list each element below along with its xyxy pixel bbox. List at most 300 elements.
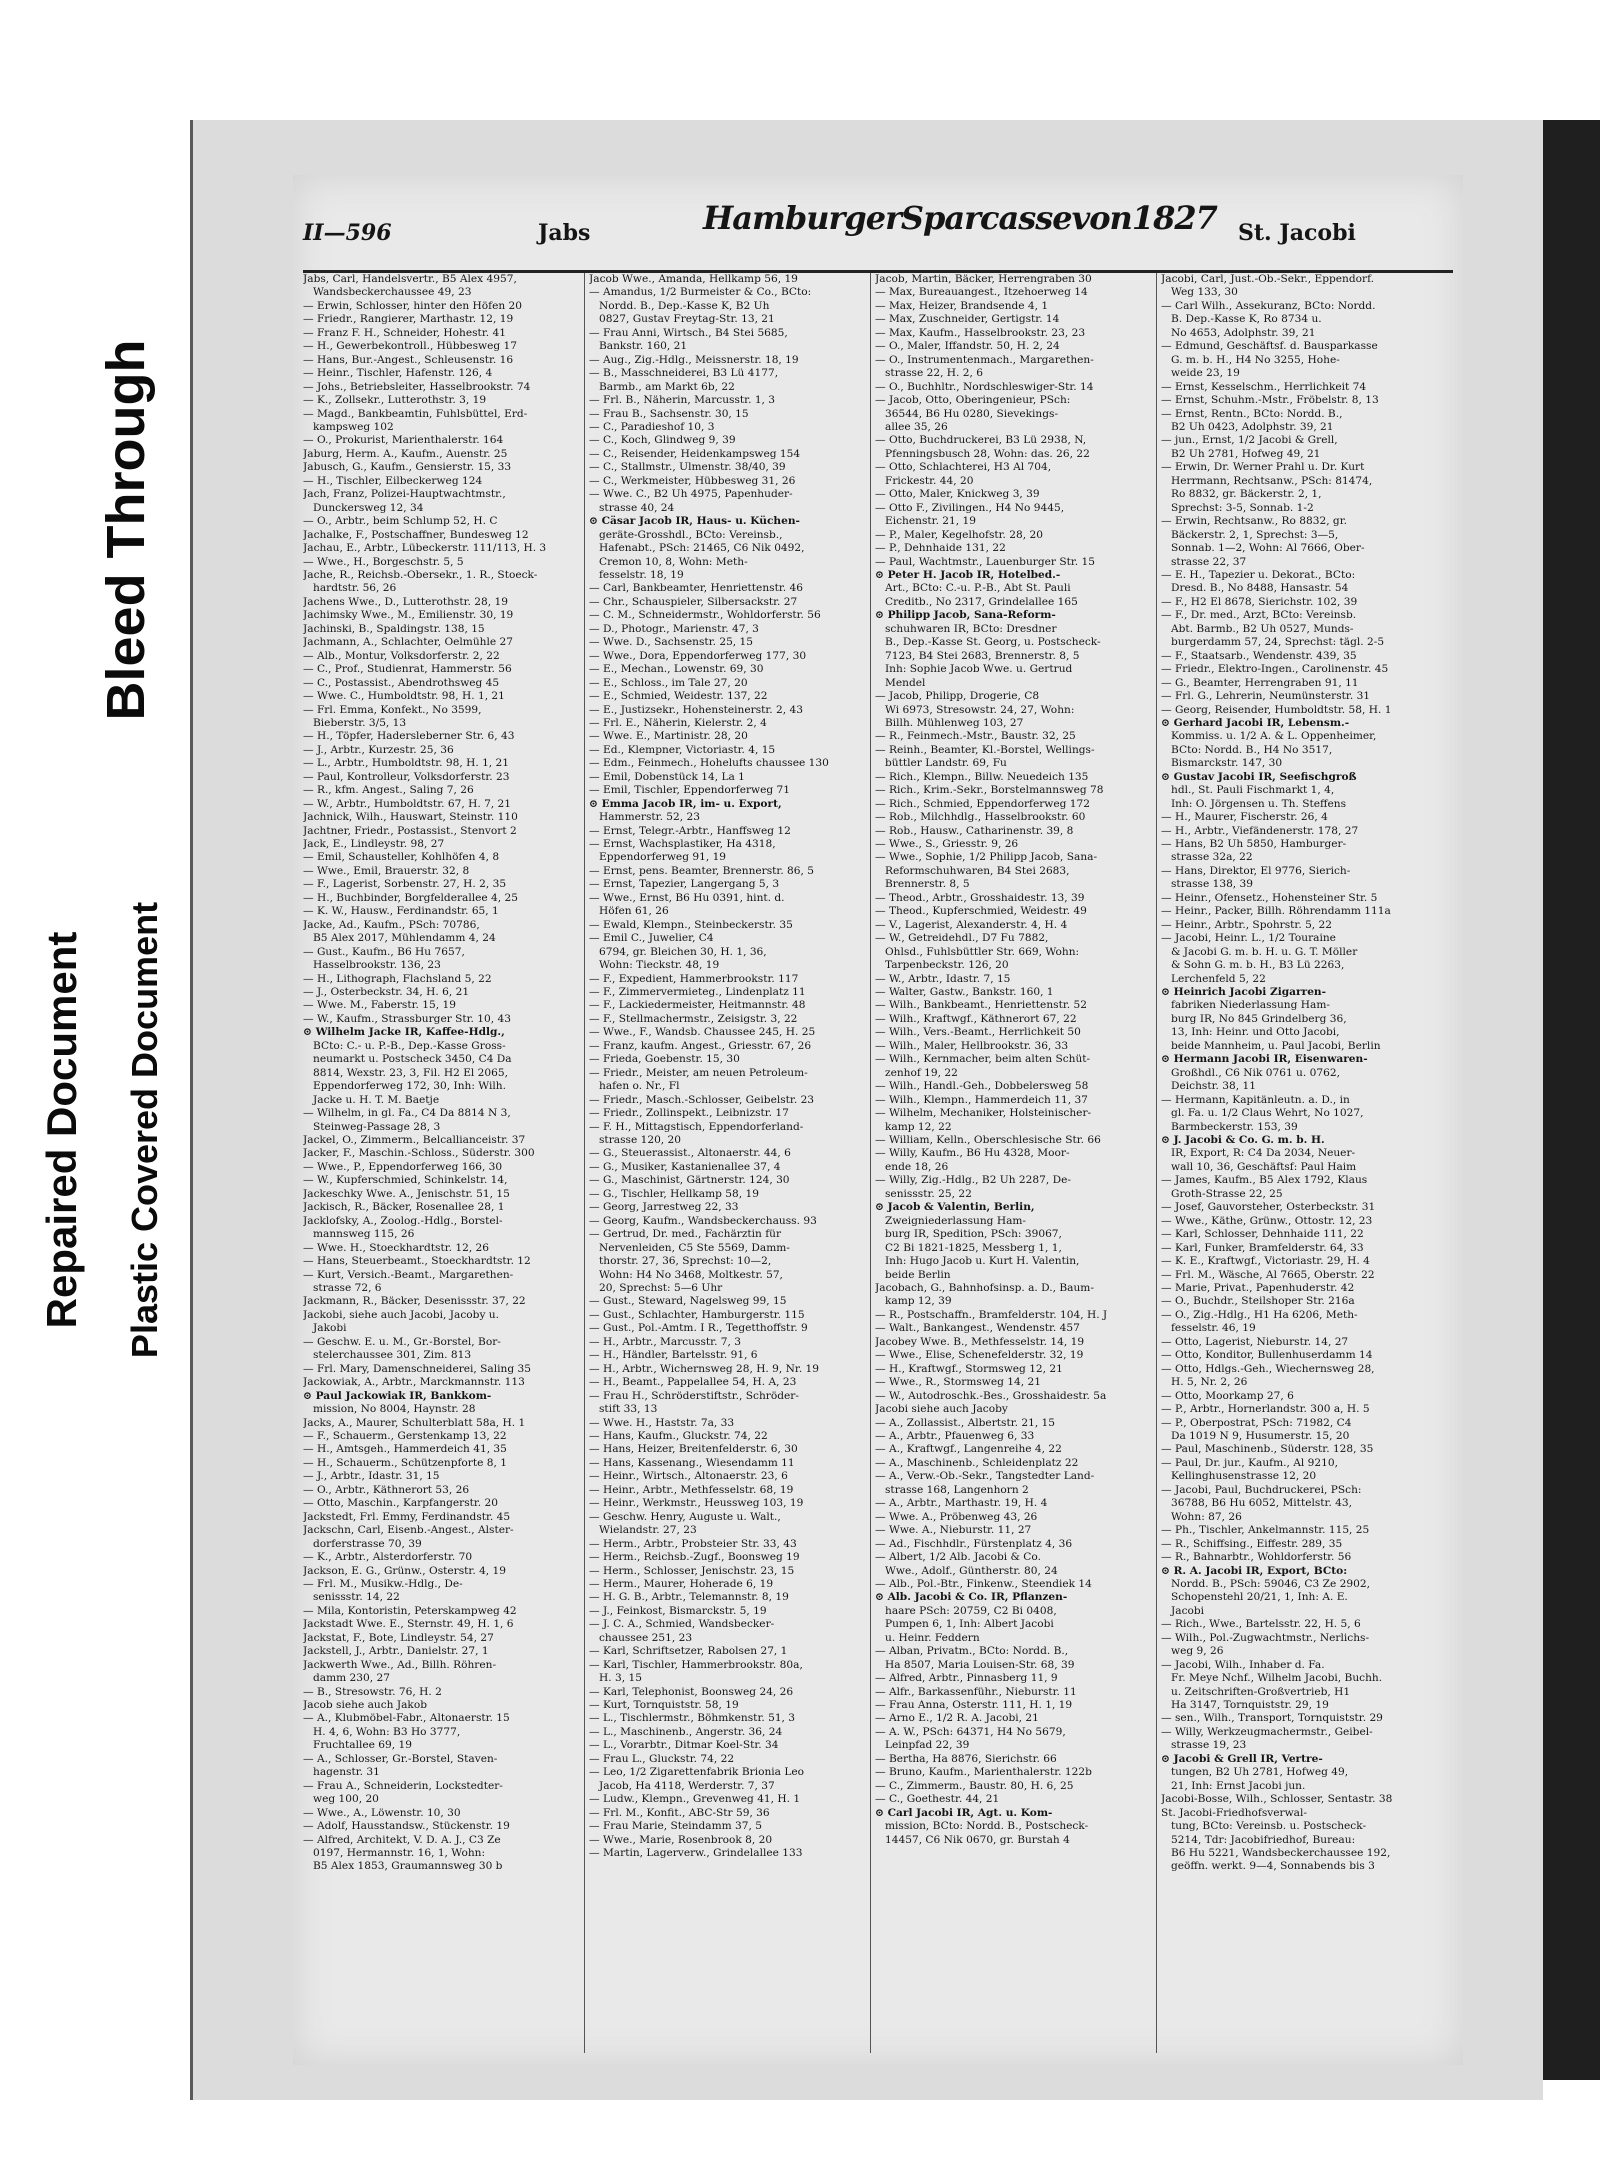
directory-entry: — A., Schlosser, Gr.-Borstel, Staven- (303, 1752, 498, 1765)
directory-entry: wall 10, 36, Geschäftsf: Paul Haim (1171, 1160, 1357, 1173)
directory-entry: — Wilh., Maler, Hellbrookstr. 36, 33 (875, 1039, 1069, 1052)
directory-entry: kampsweg 102 (313, 420, 394, 433)
directory-entry: — C., Stallmstr., Ulmenstr. 38/40, 39 (589, 461, 786, 474)
directory-entry: Steinweg-Passage 28, 3 (313, 1120, 441, 1133)
directory-entry: — F., Staatsarb., Wendenstr. 439, 35 (1161, 649, 1357, 662)
directory-entry: ⊙ R. A. Jacobi IR, Export, BCto: (1161, 1564, 1348, 1577)
directory-entry: stift 33, 13 (599, 1403, 658, 1416)
directory-entry: strasse 19, 23 (1171, 1739, 1247, 1752)
directory-entry: B2 Uh 0423, Adolphstr. 39, 21 (1171, 420, 1334, 433)
directory-entry: — F., H2 El 8678, Sierichstr. 102, 39 (1161, 595, 1358, 608)
directory-entry: — Josef, Gauvorsteher, Osterbeckstr. 31 (1161, 1201, 1376, 1214)
directory-entry: — Alb., Montur, Volksdorferstr. 2, 22 (303, 649, 500, 662)
directory-entry: Barmb., am Markt 6b, 22 (599, 380, 735, 393)
directory-entry: Jabs, Carl, Handelsvertr., B5 Alex 4957, (303, 273, 517, 285)
directory-entry: schuhwaren IR, BCto: Dresdner (885, 622, 1057, 635)
directory-entry: — Carl, Bankbeamter, Henriettenstr. 46 (589, 582, 803, 595)
directory-entry: Wielandstr. 27, 23 (599, 1524, 697, 1537)
directory-entry: — sen., Wilh., Transport, Tornquiststr. 29 (1161, 1712, 1383, 1725)
directory-column-2 (589, 273, 870, 2053)
directory-entry: — Wilh., Kernmacher, beim alten Schüt- (875, 1053, 1091, 1066)
directory-entry: — Wwe., Emil, Brauerstr. 32, 8 (303, 864, 470, 877)
directory-entry: — Erwin, Schlosser, hinter den Höfen 20 (303, 299, 523, 312)
directory-entry: Jacobey Wwe. B., Methfesselstr. 14, 19 (875, 1335, 1085, 1348)
directory-entry: — O., Maler, Iffandstr. 50, H. 2, 24 (875, 340, 1060, 353)
directory-entry: — Herm., Schlosser, Jenischstr. 23, 15 (589, 1564, 795, 1577)
directory-entry: — A. W., PSch: 64371, H4 No 5679, (875, 1725, 1066, 1738)
directory-entry: — Wwe. H., Stoeckhardtstr. 12, 26 (303, 1241, 490, 1254)
directory-entry: — Ernst, Rentn., BCto: Nordd. B., (1161, 407, 1343, 420)
directory-entry: — Karl, Funker, Bramfelderstr. 64, 33 (1161, 1241, 1364, 1254)
directory-entry: — Heinr., Arbtr., Methfesselstr. 68, 19 (589, 1483, 794, 1496)
directory-entry: — E., Justizsekr., Hohensteinerstr. 2, 43 (589, 703, 803, 716)
directory-entry: Jacobi-Bosse, Wilh., Schlosser, Sentastr. 38 (1161, 1793, 1393, 1806)
directory-entry: burgerdamm 57, 24, Sprechst: tägl. 2-5 (1171, 636, 1385, 649)
directory-entry: — Jacob, Philipp, Drogerie, C8 (875, 690, 1040, 703)
directory-entry: C2 Bi 1821-1825, Messberg 1, 1, (885, 1241, 1062, 1254)
directory-entry: — C., Postassist., Abendrothsweg 45 (303, 676, 500, 689)
directory-entry: — W., Getreidehdl., D7 Fu 7882, (875, 932, 1049, 945)
directory-entry: — J. C. A., Schmied, Wandsbecker- (589, 1618, 775, 1631)
directory-entry: Herrmann, Rechtsanw., PSch: 81474, (1171, 474, 1373, 487)
directory-entry: — Frl. M., Konfit., ABC-Str 59, 36 (589, 1806, 770, 1819)
directory-entry: — Jacobi, Wilh., Inhaber d. Fa. (1161, 1658, 1325, 1671)
directory-entry: — G., Musiker, Kastanienallee 37, 4 (589, 1160, 781, 1173)
directory-entry: — Edmund, Geschäftsf. d. Bausparkasse (1161, 340, 1378, 353)
directory-entry: — Wwe., Ernst, B6 Hu 0391, hint. d. (589, 891, 785, 904)
directory-entry: weg 9, 26 (1171, 1645, 1224, 1658)
directory-entry: B5 Alex 1853, Graumannsweg 30 b (313, 1860, 503, 1873)
page-number: II—596 (303, 220, 392, 246)
directory-entry: — Hans, Direktor, El 9776, Sierich- (1161, 864, 1351, 877)
directory-entry: Jache, R., Reichsb.-Obersekr., 1. R., Stoeck- (303, 568, 538, 581)
directory-entry: B6 Hu 5221, Wandsbeckerchaussee 192, (1171, 1847, 1391, 1860)
directory-entry: Hasselbrookstr. 136, 23 (313, 959, 441, 972)
directory-entry: Jach, Franz, Polizei-Hauptwachtmstr., (303, 488, 506, 501)
directory-entry: mannsweg 115, 26 (313, 1228, 415, 1241)
directory-entry: — Emil, Tischler, Eppendorferweg 71 (589, 784, 791, 797)
directory-entry: Jacker, F., Maschin.-Schloss., Süderstr. 300 (303, 1147, 535, 1160)
directory-entry: — B., Stresowstr. 76, H. 2 (303, 1685, 442, 1698)
directory-entry: H. 5, Nr. 2, 26 (1171, 1376, 1248, 1389)
directory-entry: Art., BCto: C.-u. P.-B., Abt St. Pauli (885, 582, 1071, 595)
directory-entry: — A., Kraftwgf., Langenreihe 4, 22 (875, 1443, 1062, 1456)
directory-entry: — Wwe., Käthe, Grünw., Ottostr. 12, 23 (1161, 1214, 1373, 1227)
directory-entry: — A., Arbtr., Marthastr. 19, H. 4 (875, 1497, 1048, 1510)
directory-entry: Bankstr. 160, 21 (599, 340, 688, 353)
directory-entry: — C., Werkmeister, Hübbesweg 31, 26 (589, 474, 796, 487)
directory-entry: — R., Postschaffn., Bramfelderstr. 104, H. J (875, 1308, 1108, 1321)
directory-entry: strasse 32a, 22 (1171, 851, 1253, 864)
directory-entry: Jabusch, G., Kaufm., Gensierstr. 15, 33 (303, 461, 512, 474)
directory-entry: — G., Maschinist, Gärtnerstr. 124, 30 (589, 1174, 790, 1187)
directory-entry: — Otto, Hdlgs.-Geh., Wiechernsweg 28, (1161, 1362, 1375, 1375)
directory-entry: — Theod., Kupferschmied, Weidestr. 49 (875, 905, 1087, 918)
directory-entry: — P., Maler, Kegelhofstr. 28, 20 (875, 528, 1043, 541)
directory-entry: — Rich., Klempn., Billw. Neuedeich 135 (875, 770, 1089, 783)
directory-entry: Jachau, E., Arbtr., Lübeckerstr. 111/113, H. 3 (303, 542, 547, 555)
directory-entry: — Geschw. E. u. M., Gr.-Borstel, Bor- (303, 1335, 501, 1348)
directory-entry: — Rob., Milchhdlg., Hasselbrookstr. 60 (875, 811, 1086, 824)
directory-entry: — Wwe., Marie, Rosenbrook 8, 20 (589, 1833, 773, 1846)
directory-entry: — Herm., Reichsb.-Zugf., Boonsweg 19 (589, 1551, 800, 1564)
directory-entry: — Ernst, pens. Beamter, Brennerstr. 86, 5 (589, 864, 815, 877)
directory-entry: — O., Buchhltr., Nordschleswiger-Str. 14 (875, 380, 1094, 393)
directory-entry: Dresd. B., No 8488, Hansastr. 54 (1171, 582, 1349, 595)
column-divider (1156, 273, 1157, 2053)
directory-entry: — Paul, Maschinenb., Süderstr. 128, 35 (1161, 1443, 1374, 1456)
directory-entry: — Wilh., Klempn., Hammerdeich 11, 37 (875, 1093, 1088, 1106)
overlay-label-plastic: Plastic Covered Document (124, 901, 165, 1359)
directory-entry: — Otto, Moorkamp 27, 6 (1161, 1389, 1294, 1402)
directory-entry: — Ewald, Klempn., Steinbeckerstr. 35 (589, 918, 793, 931)
directory-entry: — H., Kraftwgf., Stormsweg 12, 21 (875, 1362, 1063, 1375)
directory-entry: Eppendorferweg 91, 19 (599, 851, 727, 864)
directory-entry: Ohlsd., Fuhlsbüttler Str. 669, Wohn: (885, 945, 1080, 958)
directory-entry: Jackisch, R., Bäcker, Rosenallee 28, 1 (303, 1201, 505, 1214)
directory-entry: — Max, Zuschneider, Gertigstr. 14 (875, 313, 1060, 326)
directory-entry: — Heinr., Packer, Billh. Röhrendamm 111a (1161, 905, 1391, 918)
directory-entry: — L., Maschinenb., Angerstr. 36, 24 (589, 1725, 783, 1738)
directory-entry: — P., Arbtr., Hornerlandstr. 300 a, H. 5 (1161, 1403, 1370, 1416)
directory-entry: Cremon 10, 8, Wohn: Meth- (599, 555, 748, 568)
directory-entry: — Hans, Kassenang., Wiesendamm 11 (589, 1456, 795, 1469)
directory-entry: — W., Autodroschk.-Bes., Grosshaidestr. 5a (875, 1389, 1107, 1402)
directory-entry: zenhof 19, 22 (885, 1066, 958, 1079)
directory-entry: Hafenabt., PSch: 21465, C6 Nik 0492, (599, 542, 805, 555)
directory-entry: — Wilhelm, in gl. Fa., C4 Da 8814 N 3, (303, 1107, 511, 1120)
directory-entry: — Frl. E., Näherin, Kielerstr. 2, 4 (589, 716, 767, 729)
directory-entry: ⊙ Alb. Jacobi & Co. IR, Pflanzen- (875, 1591, 1068, 1604)
directory-entry: No 4653, Adolphstr. 39, 21 (1171, 326, 1316, 339)
directory-entry: hagenstr. 31 (313, 1766, 380, 1779)
directory-entry: — C. M., Schneidermstr., Wohldorferstr. 56 (589, 609, 821, 622)
directory-entry: — Jacob, Otto, Oberingenieur, PSch: (875, 394, 1071, 407)
overlay-label-bleed-through: Bleed Through (96, 339, 156, 721)
directory-entry: — C., Zimmerm., Baustr. 80, H. 6, 25 (875, 1779, 1074, 1792)
directory-entry: — Frl. M., Wäsche, Al 7665, Oberstr. 22 (1161, 1268, 1375, 1281)
directory-entry: — Friedr., Meister, am neuen Petroleum- (589, 1066, 808, 1079)
directory-entry: — F., Stellmachermstr., Zeisigstr. 3, 22 (589, 1012, 798, 1025)
directory-entry: — Hans, Kaufm., Gluckstr. 74, 22 (589, 1429, 768, 1442)
directory-entry: weide 23, 19 (1171, 367, 1240, 380)
directory-entry: — Jacobi, Heinr. L., 1/2 Touraine (1161, 932, 1336, 945)
directory-entry: — Jacobi, Paul, Buchdruckerei, PSch: (1161, 1483, 1362, 1496)
directory-entry: Jacobi, Carl, Just.-Ob.-Sekr., Eppendorf. (1161, 273, 1374, 285)
directory-entry: — Johs., Betriebsleiter, Hasselbrookstr. 74 (303, 380, 531, 393)
directory-entry: Ha 8507, Maria Louisen-Str. 68, 39 (885, 1658, 1075, 1671)
directory-entry: — Ernst, Kesselschm., Herrlichkeit 74 (1161, 380, 1367, 393)
directory-entry: Lerchenfeld 5, 22 (1171, 972, 1266, 985)
directory-entry: 36544, B6 Hu 0280, Sievekings- (885, 407, 1059, 420)
directory-entry: Creditb., No 2317, Grindelallee 165 (885, 595, 1078, 608)
directory-entry: Jachnick, Wilh., Hauswart, Steinstr. 110 (303, 811, 518, 824)
directory-entry: — F. H., Mittagstisch, Eppendorferland- (589, 1120, 804, 1133)
directory-column-3 (875, 273, 1156, 2053)
directory-entry: — Kurt, Versich.-Beamt., Margarethen- (303, 1268, 514, 1281)
directory-entry: beide Berlin (885, 1268, 951, 1281)
directory-entry: — V., Lagerist, Alexanderstr. 4, H. 4 (875, 918, 1068, 931)
directory-entry: — Friedr., Zollinspekt., Leibnizstr. 17 (589, 1107, 789, 1120)
directory-entry: & Jacobi G. m. b. H. u. G. T. Möller (1171, 945, 1358, 958)
directory-entry: — Otto, Lagerist, Nieburstr. 14, 27 (1161, 1335, 1349, 1348)
directory-entry: ⊙ Wilhelm Jacke IR, Kaffee-Hdlg., (303, 1026, 505, 1039)
directory-entry: — Wwe., Elise, Schenefelderstr. 32, 19 (875, 1349, 1084, 1362)
directory-entry: beide Mannheim, u. Paul Jacobi, Berlin (1171, 1039, 1381, 1052)
directory-entry: Barmbeckerstr. 153, 39 (1171, 1120, 1298, 1133)
directory-entry: Jacobi (1171, 1604, 1205, 1617)
directory-entry: — Frl. G., Lehrerin, Neumünsterstr. 31 (1161, 690, 1371, 703)
directory-entry: — H., Maurer, Fischerstr. 26, 4 (1161, 811, 1328, 824)
directory-entry: — Otto, Schlachterei, H3 Al 704, (875, 461, 1052, 474)
directory-entry: — Albert, 1/2 Alb. Jacobi & Co. (875, 1551, 1041, 1564)
directory-entry: hafen o. Nr., Fl (599, 1080, 680, 1093)
directory-column-4 (1161, 273, 1442, 2053)
directory-entry: — Max, Kaufm., Hasselbrookstr. 23, 23 (875, 326, 1086, 339)
directory-entry: — Wwe. E., Martinistr. 28, 20 (589, 730, 748, 743)
directory-entry: — O., Arbtr., Käthnerort 53, 26 (303, 1483, 470, 1496)
directory-entry: Nordd. B., Dep.-Kasse K, B2 Uh (599, 299, 770, 312)
directory-entry: — Gust., Schlachter, Hamburgerstr. 115 (589, 1308, 805, 1321)
directory-entry: — Reinh., Beamter, Kl.-Borstel, Wellings- (875, 743, 1095, 756)
directory-entry: — H., Händler, Bartelsstr. 91, 6 (589, 1349, 758, 1362)
overlay-label-repaired: Repaired Document (38, 931, 85, 1329)
directory-entry: Jackwerth Wwe., Ad., Billh. Röhren- (303, 1658, 497, 1671)
directory-entry: — Wwe., H., Borgeschstr. 5, 5 (303, 555, 464, 568)
directory-entry: — Frau B., Sachsenstr. 30, 15 (589, 407, 749, 420)
directory-entry: — James, Kaufm., B5 Alex 1792, Klaus (1161, 1174, 1368, 1187)
directory-entry: tungen, B2 Uh 2781, Hofweg 49, (1171, 1766, 1349, 1779)
directory-entry: — Magd., Bankbeamtin, Fuhlsbüttel, Erd- (303, 407, 528, 420)
directory-entry: — J., Feinkost, Bismarckstr. 5, 19 (589, 1604, 767, 1617)
directory-entry: — Amandus, 1/2 Burmeister & Co., BCto: (589, 286, 812, 299)
directory-entry: — H., Buchbinder, Borgfelderallee 4, 25 (303, 891, 518, 904)
directory-entry: Dunckersweg 12, 34 (313, 501, 424, 514)
directory-entry: — Rich., Schmied, Eppendorferweg 172 (875, 797, 1090, 810)
directory-entry: — Wwe., R., Stormsweg 14, 21 (875, 1376, 1041, 1389)
directory-entry: Fruchtallee 69, 19 (313, 1739, 412, 1752)
directory-entry: Jackstell, J., Arbtr., Danielstr. 27, 1 (303, 1645, 489, 1658)
directory-entry: — Frieda, Goebenstr. 15, 30 (589, 1053, 740, 1066)
directory-entry: Bäckerstr. 2, 1, Sprechst: 3—5, (1171, 528, 1339, 541)
directory-entry: u. Heinr. Feddern (885, 1631, 980, 1644)
directory-entry: — Marie, Privat., Papenhuderstr. 42 (1161, 1281, 1355, 1294)
directory-entry: & Sohn G. m. b. H., B3 Lü 2263, (1171, 959, 1345, 972)
directory-entry: — Walter, Gastw., Bankstr. 160, 1 (875, 986, 1054, 999)
directory-entry: — Otto, Buchdruckerei, B3 Lü 2938, N, (875, 434, 1087, 447)
directory-entry: Leinpfad 22, 39 (885, 1739, 970, 1752)
directory-entry: — K., Arbtr., Alsterdorferstr. 70 (303, 1551, 473, 1564)
directory-entry: fesselstr. 18, 19 (599, 568, 684, 581)
directory-entry: 0827, Gustav Freytag-Str. 13, 21 (599, 313, 775, 326)
directory-entry: — O., Arbtr., beim Schlump 52, H. C (303, 515, 498, 528)
directory-entry: — O., Zig.-Hdlg., H1 Ha 6206, Meth- (1161, 1308, 1358, 1321)
directory-entry: — R., Schiffsing., Eiffestr. 289, 35 (1161, 1537, 1343, 1550)
directory-entry: — G., Tischler, Hellkamp 58, 19 (589, 1187, 759, 1200)
directory-entry: — Emil C., Juwelier, C4 (589, 932, 714, 945)
directory-entry: Fr. Meye Nchf., Wilhelm Jacobi, Buchh. (1171, 1672, 1383, 1685)
directory-entry: — B., Masschneiderei, B3 Lü 4177, (589, 367, 779, 380)
directory-entry: — R., Bahnarbtr., Wohldorferstr. 56 (1161, 1551, 1352, 1564)
directory-entry: — Paul, Wachtmstr., Lauenburger Str. 15 (875, 555, 1095, 568)
directory-entry: strasse 168, Langenhorn 2 (885, 1483, 1029, 1496)
directory-entry: — Walt., Bankangest., Wendenstr. 457 (875, 1322, 1080, 1335)
directory-entry: Wohn: Tieckstr. 48, 19 (599, 959, 720, 972)
directory-entry: — W., Kupferschmied, Schinkelstr. 14, (303, 1174, 508, 1187)
directory-entry: — Bertha, Ha 8876, Sierichstr. 66 (875, 1752, 1057, 1765)
directory-entry: — Alfred, Arbtr., Pinnasberg 11, 9 (875, 1672, 1058, 1685)
directory-entry: — Carl Wilh., Assekuranz, BCto: Nordd. (1161, 299, 1376, 312)
directory-entry: — E., Mechan., Lowenstr. 69, 30 (589, 663, 764, 676)
directory-entry: — Otto F., Zivilingen., H4 No 9445, (875, 501, 1065, 514)
directory-entry: burg IR, Spedition, PSch: 39067, (885, 1228, 1062, 1241)
directory-entry: 8814, Wexstr. 23, 3, Fil. H2 El 2065, (313, 1066, 509, 1079)
directory-entry: strasse 138, 39 (1171, 878, 1254, 891)
directory-entry: Wohn: H4 No 3468, Moltkestr. 57, (599, 1268, 783, 1281)
directory-entry: Jackeschky Wwe. A., Jenischstr. 51, 15 (303, 1187, 510, 1200)
directory-entry: — Wwe. A., Pröbenweg 43, 26 (875, 1510, 1038, 1523)
directory-entry: — Hermann, Kapitänleutn. a. D., in (1161, 1093, 1350, 1106)
directory-entry: — Wwe., F., Wandsb. Chaussee 245, H. 25 (589, 1026, 816, 1039)
directory-entry: hardtstr. 56, 26 (313, 582, 397, 595)
directory-entry: Pumpen 6, 1, Inh: Albert Jacobi (885, 1618, 1054, 1631)
directory-entry: — Frl. B., Näherin, Marcusstr. 1, 3 (589, 394, 776, 407)
directory-entry: B2 Uh 2781, Hofweg 49, 21 (1171, 447, 1321, 460)
directory-entry: Pfenningsbusch 28, Wohn: das. 26, 22 (885, 447, 1090, 460)
directory-entry: — Alban, Privatm., BCto: Nordd. B., (875, 1645, 1069, 1658)
directory-entry: mission, No 8004, Haynstr. 28 (313, 1403, 476, 1416)
directory-entry: ⊙ Gustav Jacobi IR, Seefischgroß (1161, 770, 1357, 783)
directory-entry: allee 35, 26 (885, 420, 948, 433)
directory-entry: — Arno E., 1/2 R. A. Jacobi, 21 (875, 1712, 1039, 1725)
directory-entry: — Willy, Zig.-Hdlg., B2 Uh 2287, De- (875, 1174, 1071, 1187)
directory-entry: — Alfr., Barkassenführ., Nieburstr. 11 (875, 1685, 1077, 1698)
directory-entry: — Friedr., Elektro-Ingen., Carolinenstr. 45 (1161, 663, 1389, 676)
directory-entry: ⊙ Heinrich Jacobi Zigarren- (1161, 986, 1327, 999)
directory-entry: Jaburg, Herm. A., Kaufm., Auenstr. 25 (303, 447, 508, 460)
directory-entry: strasse 22, H. 2, 6 (885, 367, 983, 380)
directory-entry: — Willy, Kaufm., B6 Hu 4328, Moor- (875, 1147, 1070, 1160)
directory-entry: — jun., Ernst, 1/2 Jacobi & Grell, (1161, 434, 1338, 447)
directory-entry: ⊙ Cäsar Jacob IR, Haus- u. Küchen- (589, 515, 800, 528)
directory-entry: — Geschw. Henry, Auguste u. Walt., (589, 1510, 781, 1523)
directory-entry: büttler Landstr. 69, Fu (885, 757, 1007, 770)
directory-entry: neumarkt u. Postscheck 3450, C4 Da (313, 1053, 512, 1066)
directory-entry: St. Jacobi-Friedhofsverwal- (1161, 1806, 1307, 1819)
directory-entry: ⊙ Peter H. Jacob IR, Hotelbed.- (875, 568, 1061, 581)
directory-entry: stelerchaussee 301, Zim. 813 (313, 1349, 472, 1362)
directory-entry: BCto: Nordd. B., H4 No 3517, (1171, 743, 1333, 756)
directory-entry: Jacob siehe auch Jakob (303, 1699, 427, 1712)
directory-entry: Reformschuhwaren, B4 Stei 2683, (885, 864, 1070, 877)
directory-entry: — Wilh., Bankbeamt., Henriettenstr. 52 (875, 999, 1087, 1012)
directory-entry: — Ernst, Tapezier, Langergang 5, 3 (589, 878, 780, 891)
directory-entry: Jachalke, F., Postschaffner, Bundesweg 12 (303, 528, 529, 541)
directory-entry: — Otto, Maler, Knickweg 3, 39 (875, 488, 1040, 501)
directory-entry: Sonnab. 1—2, Wohn: Al 7666, Ober- (1171, 542, 1365, 555)
directory-entry: — Alfred, Architekt, V. D. A. J., C3 Ze (303, 1833, 501, 1846)
directory-entry: weg 100, 20 (313, 1793, 379, 1806)
directory-entry: — H., Arbtr., Marcusstr. 7, 3 (589, 1335, 742, 1348)
directory-entry: Jackstedt, Frl. Emmy, Ferdinandstr. 45 (303, 1510, 511, 1523)
directory-entry: — Rob., Hausw., Catharinenstr. 39, 8 (875, 824, 1074, 837)
directory-entry: Hammerstr. 52, 23 (599, 811, 701, 824)
directory-column-1 (303, 273, 584, 2053)
directory-entry: — Willy, Werkzeugmachermstr., Geibel- (1161, 1725, 1373, 1738)
directory-entry: Jachimsky Wwe., M., Emilienstr. 30, 19 (303, 609, 514, 622)
directory-entry: Kommiss. u. 1/2 A. & L. Oppenheimer, (1171, 730, 1377, 743)
directory-entry: — Erwin, Rechtsanw., Ro 8832, gr. (1161, 515, 1347, 528)
directory-entry: — Max, Heizer, Brandsende 4, 1 (875, 299, 1049, 312)
directory-entry: Wohn: 87, 26 (1171, 1510, 1242, 1523)
directory-entry: ⊙ Paul Jackowiak IR, Bankkom- (303, 1389, 492, 1402)
directory-entry: B., Dep.-Kasse St. Georg, u. Postscheck- (885, 636, 1101, 649)
directory-entry: — Friedr., Masch.-Schlosser, Geibelstr. 23 (589, 1093, 815, 1106)
directory-entry: — Frl. Emma, Konfekt., No 3599, (303, 703, 482, 716)
directory-entry: ⊙ Gerhard Jacobi IR, Lebensm.- (1161, 716, 1350, 729)
directory-entry: — Rich., Wwe., Bartelsstr. 22, H. 5, 6 (1161, 1618, 1361, 1631)
directory-entry: damm 230, 27 (313, 1672, 390, 1685)
directory-entry: Inh: Hugo Jacob u. Kurt H. Valentin, (885, 1255, 1080, 1268)
directory-entry: — Karl, Telephonist, Boonsweg 24, 26 (589, 1685, 794, 1698)
directory-entry: — Edm., Feinmech., Hohelufts chaussee 130 (589, 757, 829, 770)
directory-entry: — Gust., Kaufm., B6 Hu 7657, (303, 945, 465, 958)
directory-entry: Großhdl., C6 Nik 0761 u. 0762, (1171, 1066, 1340, 1079)
directory-entry: Weg 133, 30 (1171, 286, 1238, 299)
directory-entry: Jacks, A., Maurer, Schulterblatt 58a, H. 1 (303, 1416, 526, 1429)
directory-entry: — C., Prof., Studienrat, Hammerstr. 56 (303, 663, 512, 676)
directory-entry: Jackstat, F., Bote, Lindleystr. 54, 27 (303, 1631, 494, 1644)
directory-entry: Tarpenbeckstr. 126, 20 (885, 959, 1009, 972)
directory-entry: BCto: C.- u. P.-B., Dep.-Kasse Gross- (313, 1039, 506, 1052)
directory-entry: — E., Schloss., im Tale 27, 20 (589, 676, 748, 689)
directory-entry: Inh: Sophie Jacob Wwe. u. Gertrud (885, 663, 1073, 676)
directory-entry: Mendel (885, 676, 926, 689)
directory-entry: — Heinr., Ofensetz., Hohensteiner Str. 5 (1161, 891, 1378, 904)
directory-entry: — L., Vorarbtr., Ditmar Koel-Str. 34 (589, 1739, 779, 1752)
directory-entry: — Leo, 1/2 Zigarettenfabrik Brionia Leo (589, 1766, 805, 1779)
directory-entry: Wwe., Adolf., Güntherstr. 80, 24 (885, 1564, 1058, 1577)
directory-entry: ende 18, 26 (885, 1160, 949, 1173)
directory-entry: — Herm., Maurer, Hoherade 6, 19 (589, 1577, 774, 1590)
directory-entry: — Hans, B2 Uh 5850, Hamburger- (1161, 838, 1347, 851)
directory-entry: — Georg, Jarrestweg 22, 33 (589, 1201, 739, 1214)
directory-entry: — Mila, Kontoristin, Peterskampweg 42 (303, 1604, 517, 1617)
directory-entry: — H. G. B., Arbtr., Telemannstr. 8, 19 (589, 1591, 789, 1604)
directory-entry: Wandsbeckerchaussee 49, 23 (313, 286, 472, 299)
directory-entry: — C., Reisender, Heidenkampsweg 154 (589, 447, 801, 460)
directory-entry: Jackowiak, A., Arbtr., Marckmannstr. 113 (303, 1376, 525, 1389)
directory-entry: — Emil, Schausteller, Kohlhöfen 4, 8 (303, 851, 500, 864)
directory-entry: — Ludw., Klempn., Grevenweg 41, H. 1 (589, 1793, 801, 1806)
directory-entry: — Wwe., Dora, Eppendorferweg 177, 30 (589, 649, 807, 662)
directory-entry: Jacke, Ad., Kaufm., PSch: 70786, (303, 918, 480, 931)
directory-entry: — Gertrud, Dr. med., Fachärztin für (589, 1228, 782, 1241)
column-divider (584, 273, 585, 2053)
directory-entry: — F., Zimmervermieteg., Lindenplatz 11 (589, 986, 806, 999)
directory-entry: — R., Feinmech.-Mstr., Baustr. 32, 25 (875, 730, 1076, 743)
directory-entry: — A., Verw.-Ob.-Sekr., Tangstedter Land- (875, 1470, 1095, 1483)
directory-entry: — G., Beamter, Herrengraben 91, 11 (1161, 676, 1359, 689)
directory-entry: — Ernst, Wachsplastiker, Ha 4318, (589, 838, 776, 851)
directory-entry: — D., Photogr., Marienstr. 47, 3 (589, 622, 759, 635)
directory-entry: Jackson, E. G., Grünw., Osterstr. 4, 19 (303, 1564, 507, 1577)
directory-entry: — K. E., Kraftwgf., Victoriastr. 29, H. 4 (1161, 1255, 1370, 1268)
header-left-word: Jabs (538, 220, 591, 246)
directory-entry: — Ph., Tischler, Ankelmannstr. 115, 25 (1161, 1524, 1370, 1537)
directory-entry: — J., Osterbeckstr. 34, H. 6, 21 (303, 986, 470, 999)
directory-entry: — C., Koch, Glindweg 9, 39 (589, 434, 736, 447)
